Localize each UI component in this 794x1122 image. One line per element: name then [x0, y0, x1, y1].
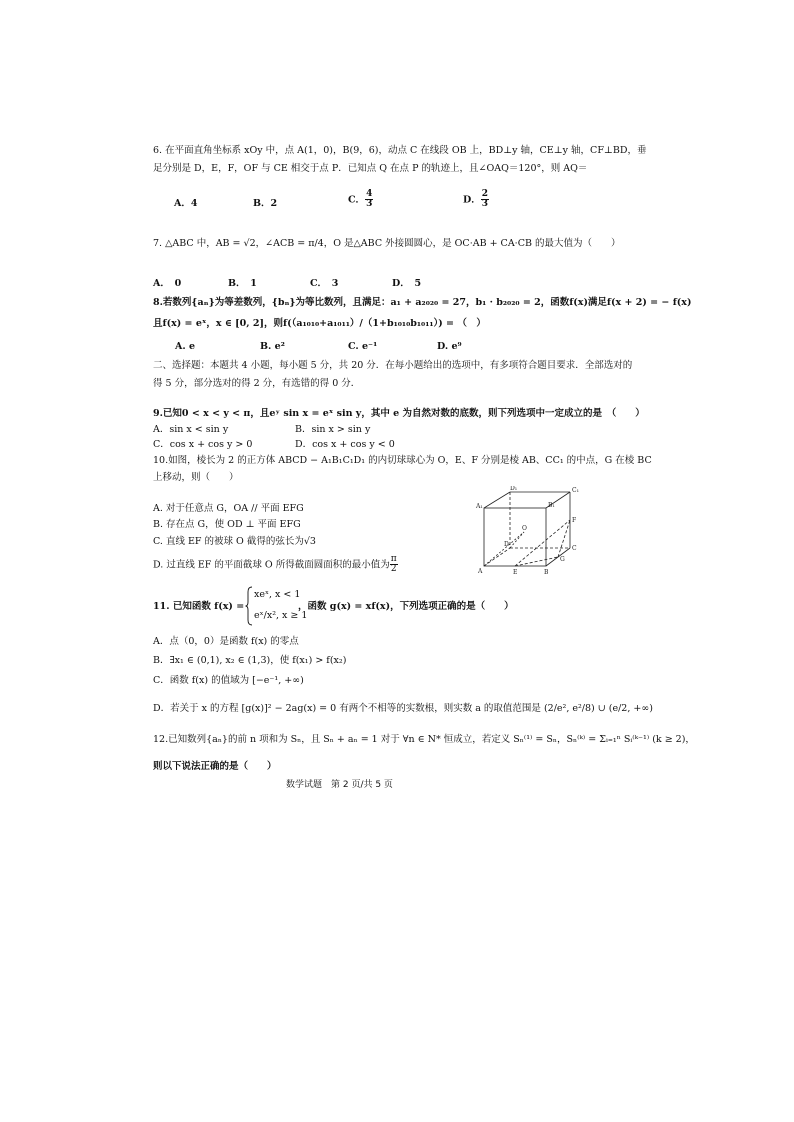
q9-option-c: C．cos x + cos y > 0 [153, 439, 253, 450]
label-a1: A₁ [476, 503, 483, 510]
q7-option-a: A． 0 [153, 278, 182, 289]
label-a: A [478, 568, 483, 575]
q10-line1: 10.如图，棱长为 2 的正方体 ABCD − A₁B₁C₁D₁ 的内切球球心为 O，E、F 分别是棱 AB、CC₁ 的中点，G 在棱 BC [153, 455, 652, 466]
q9-option-a: A．sin x < sin y [153, 424, 229, 435]
cube-edge-a1d1 [484, 492, 510, 508]
q10-line2: 上移动，则（ ） [153, 472, 239, 483]
line-gf [558, 520, 570, 557]
cube-edge-ad [484, 548, 510, 566]
cube-front-face [484, 508, 546, 566]
q12-line1: 12.已知数列{aₙ}的前 n 项和为 Sₙ，且 Sₙ + aₙ = 1 对于 ∀n ∈ N* 恒成立，若定义 Sₙ⁽¹⁾ = Sₙ，Sₙ⁽ᵏ⁾ = Σᵢ₌₁ⁿ Sᵢ⁽ᵏ⁻¹⁾ (k ≥ 2)， [153, 734, 695, 745]
q7-option-b: B． 1 [228, 278, 257, 289]
q6-option-c: C． $\frac{4}{3}$ [348, 189, 373, 210]
q10-option-c: C. 直线 EF 的被球 O 截得的弦长为√3 [153, 536, 316, 547]
q8-line1: 8.若数列{aₙ}为等差数列，{bₙ}为等比数列，且满足：a₁ + a₂₀₂₀ = 27，b₁ · b₂₀₂₀ = 2，函数f(x)满足f(x + 2) = − f(x) [153, 297, 692, 308]
q6-option-d: D． $\frac{2}{3}$ [463, 189, 489, 210]
q11-brace [245, 586, 253, 626]
q11-option-a: A．点（0，0）是函数 f(x) 的零点 [153, 636, 299, 647]
q9-option-b: B．sin x > sin y [295, 424, 371, 435]
label-d: D [504, 541, 509, 548]
cube-figure [474, 486, 584, 576]
q11-option-b: B．∃x₁ ∈ (0,1), x₂ ∈ (1,3)，使 f(x₁) > f(x₂) [153, 655, 347, 666]
q8-option-a: A. e [175, 341, 196, 352]
q9-option-d: D．cos x + cos y < 0 [295, 439, 395, 450]
page-footer: 数学试题 第 2 页/共 5 页 [286, 780, 393, 790]
q10-option-b: B. 存在点 G，使 OD ⊥ 平面 EFG [153, 519, 301, 530]
q10-option-d: D. 过直线 EF 的平面截球 O 所得截面圆面积的最小值为 $\frac{\pi}{2}$ [153, 554, 397, 575]
q6-option-a: A．4 [174, 198, 198, 209]
q7-option-c: C． 3 [310, 278, 339, 289]
label-c1: C₁ [572, 487, 579, 494]
section2-line1: 二、选择题：本题共 4 小题，每小题 5 分，共 20 分．在每小题给出的选项中，有多项符合题目要求．全部选对的 [153, 360, 633, 371]
q6-line1: 6. 在平面直角坐标系 xOy 中，点 A(1，0)，B(9，6)，动点 C 在线段 OB 上，BD⊥y 轴，CE⊥y 轴，CF⊥BD，垂 [153, 145, 647, 156]
label-b1: B₁ [548, 502, 555, 509]
q7-option-d: D． 5 [392, 278, 422, 289]
q11-option-d: D．若关于 x 的方程 [g(x)]² − 2ag(x) = 0 有两个不相等的实数根，则实数 a 的取值范围是 (2/e², e²/8) ∪ (e/2, +∞) [153, 703, 653, 714]
q11-option-c: C．函数 f(x) 的值域为 [−e⁻¹, +∞) [153, 675, 304, 686]
q11-rest: ，函数 g(x) = xf(x)，下列选项正确的是（ ） [298, 601, 514, 612]
q8-option-c: C. e⁻¹ [348, 341, 378, 352]
q11-case1: xeˣ, x < 1 [254, 589, 301, 600]
label-f: F [572, 517, 577, 524]
q10-option-a: A. 对于任意点 G，OA // 平面 EFG [153, 503, 304, 514]
q6-line2: 足分别是 D，E，F，OF 与 CE 相交于点 P．已知点 Q 在点 P 的轨迹上，且∠OAQ＝120°，则 AQ＝ [153, 163, 588, 174]
q6-option-b: B．2 [253, 198, 278, 209]
q8-option-b: B. e² [260, 341, 285, 352]
label-o: O [522, 525, 527, 532]
q11-intro: 11. 已知函数 f(x) = [153, 601, 245, 612]
q8-line2: 且f(x) = eˣ，x ∈ [0, 2]，则f(（a₁₀₁₀+a₁₀₁₁）/（1+b₁₀₁₀b₁₀₁₁）) = （ ） [153, 318, 486, 329]
label-e: E [513, 569, 518, 576]
q11-case2: eˣ/x², x ≥ 1 [254, 610, 308, 621]
line-ao [484, 532, 524, 566]
line-do [510, 532, 524, 548]
q12-line2: 则以下说法正确的是（ ） [153, 761, 277, 772]
q7-text: 7. △ABC 中，AB = √2，∠ACB = π/4，O 是△ABC 外接圆圆心，是 OC·AB + CA·CB 的最大值为（ ） [153, 238, 621, 249]
label-g: G [560, 556, 565, 563]
section2-line2: 得 5 分，部分选对的得 2 分，有选错的得 0 分． [153, 378, 361, 389]
q8-option-d: D. e⁹ [437, 341, 462, 352]
label-b: B [544, 569, 549, 576]
q9-text: 9.已知0 < x < y < π，且eʸ sin x = eˣ sin y，其中 e 为自然对数的底数，则下列选项中一定成立的是 （ ） [153, 408, 645, 419]
label-d1: D₁ [510, 486, 518, 492]
label-c: C [572, 545, 577, 552]
